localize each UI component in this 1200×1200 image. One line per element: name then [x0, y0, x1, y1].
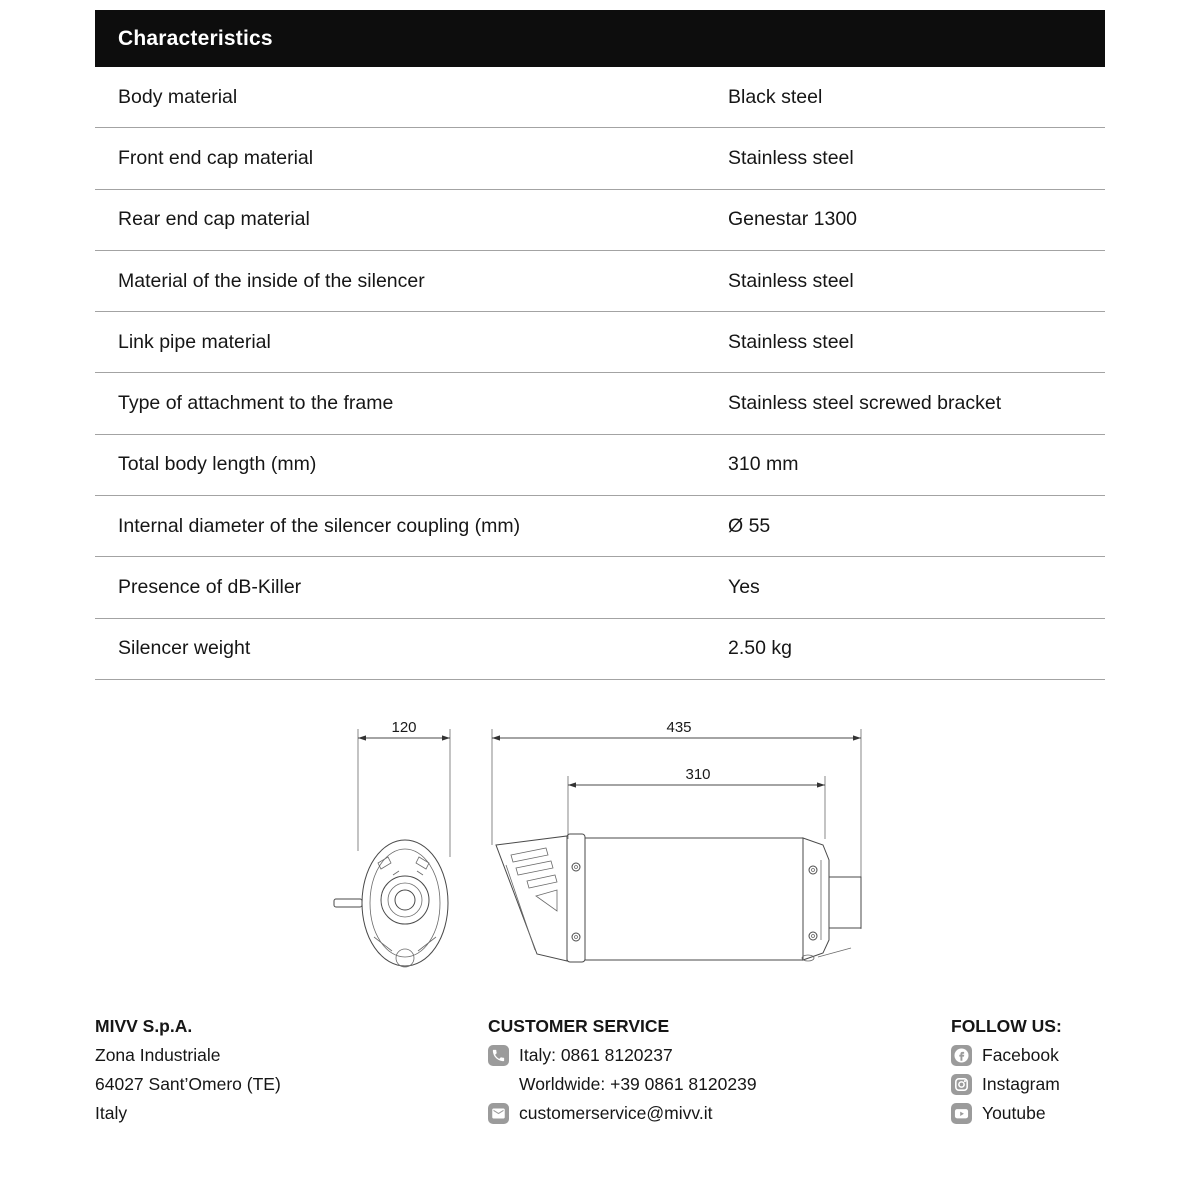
spec-value: Ø 55	[728, 514, 771, 537]
characteristics-header	[95, 10, 1105, 67]
customer-service	[488, 1012, 757, 1128]
table-row	[95, 251, 1105, 312]
customer-service-title: CUSTOMER SERVICE	[488, 1016, 670, 1036]
table-row	[95, 557, 1105, 618]
icon-spacer	[488, 1074, 509, 1095]
company-info	[95, 1012, 281, 1128]
spec-value: 310 mm	[728, 453, 799, 476]
spec-label: Internal diameter of the silencer coupling (mm)	[118, 514, 521, 537]
silencer-drawing	[330, 705, 890, 1005]
table-row	[95, 373, 1105, 434]
spec-value: 2.50 kg	[728, 637, 792, 660]
dim-label-435: 435	[666, 719, 692, 736]
social-label: Instagram	[982, 1074, 1060, 1094]
spec-value: Genestar 1300	[728, 208, 858, 231]
spec-value: Stainless steel screwed bracket	[728, 392, 1002, 415]
technical-drawing	[330, 705, 890, 1005]
spec-value: Yes	[728, 576, 760, 599]
social-link-facebook[interactable]	[951, 1041, 1062, 1070]
spec-value: Stainless steel	[728, 269, 854, 292]
envelope-icon	[488, 1103, 509, 1124]
email-link[interactable]: customerservice@mivv.it	[519, 1103, 713, 1123]
spec-label: Presence of dB-Killer	[118, 576, 302, 599]
table-row	[95, 67, 1105, 128]
spec-label: Rear end cap material	[118, 208, 310, 231]
spec-label: Link pipe material	[118, 330, 271, 353]
social-label: Youtube	[982, 1103, 1046, 1123]
page-title: Characteristics	[118, 26, 273, 50]
phone-worldwide: Worldwide: +39 0861 8120239	[519, 1074, 757, 1094]
phone-icon	[488, 1045, 509, 1066]
phone-italy: Italy: 0861 8120237	[519, 1045, 673, 1065]
table-row	[95, 190, 1105, 251]
end-view	[334, 840, 448, 967]
spec-label: Body material	[118, 85, 238, 108]
company-name: MIVV S.p.A.	[95, 1016, 193, 1036]
spec-label: Front end cap material	[118, 146, 314, 169]
social-label: Facebook	[982, 1045, 1059, 1065]
follow-us	[951, 1012, 1062, 1128]
table-row	[95, 435, 1105, 496]
company-address-line: Zona Industriale	[95, 1045, 221, 1065]
spec-value: Stainless steel	[728, 146, 854, 169]
dim-label-120: 120	[391, 719, 417, 736]
table-row	[95, 312, 1105, 373]
spec-value: Stainless steel	[728, 330, 854, 353]
spec-label: Silencer weight	[118, 637, 251, 660]
facebook-icon	[951, 1045, 972, 1066]
follow-us-title: FOLLOW US:	[951, 1016, 1062, 1036]
side-view	[496, 834, 861, 962]
spec-value: Black steel	[728, 85, 823, 108]
dim-label-310: 310	[685, 766, 711, 783]
social-link-youtube[interactable]	[951, 1099, 1062, 1128]
company-address-line: 64027 Sant’Omero (TE)	[95, 1074, 281, 1094]
spec-label: Type of attachment to the frame	[118, 392, 394, 415]
spec-label: Material of the inside of the silencer	[118, 269, 425, 292]
company-address-line: Italy	[95, 1103, 128, 1123]
table-row	[95, 619, 1105, 680]
table-row	[95, 496, 1105, 557]
instagram-icon	[951, 1074, 972, 1095]
spec-label: Total body length (mm)	[118, 453, 317, 476]
table-row	[95, 128, 1105, 189]
youtube-icon	[951, 1103, 972, 1124]
spec-table	[95, 67, 1105, 680]
social-link-instagram[interactable]	[951, 1070, 1062, 1099]
